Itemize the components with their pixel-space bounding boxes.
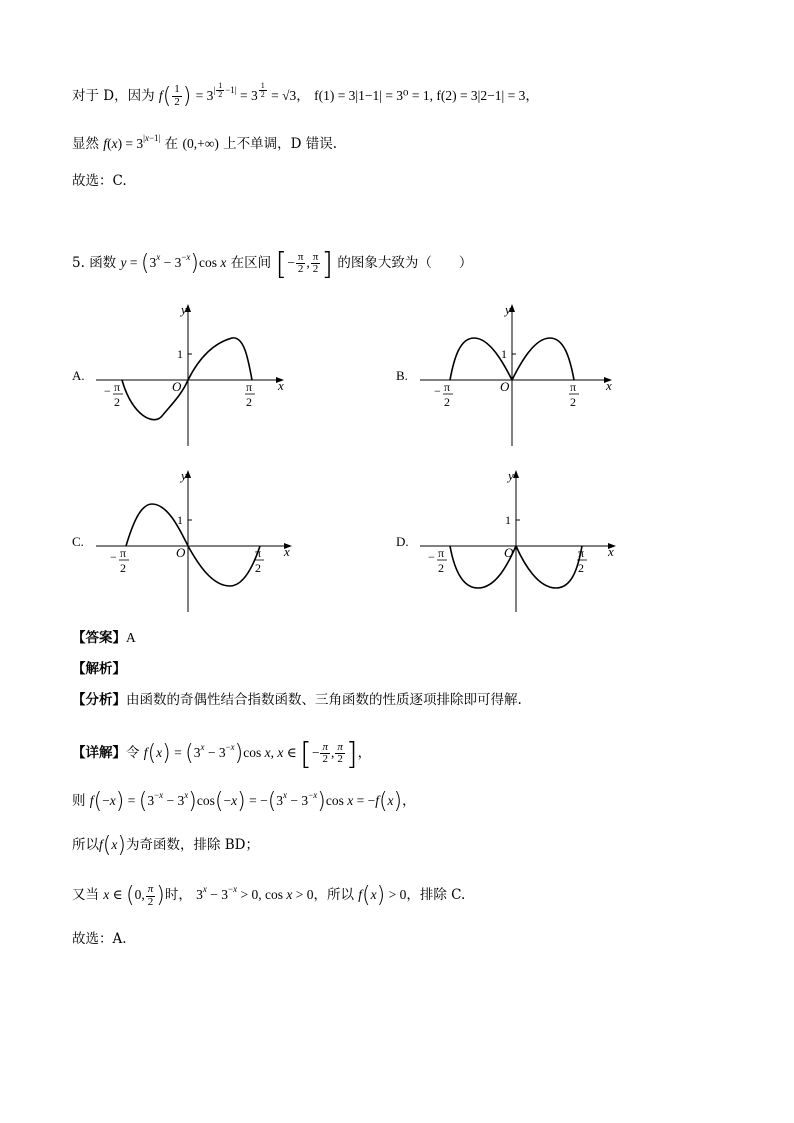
svg-text:π: π	[255, 546, 262, 560]
question-number: 5.	[72, 255, 85, 271]
detail-line: 【详解】令 $f(x) = (3^x - 3^{-x})\cos$ x, x ∈ [− $\frac{\pi}{2}$ , $\frac{\pi}{2}$ ]，	[72, 737, 372, 772]
svg-text:2: 2	[578, 561, 584, 575]
fenxi-text: 由函数的奇偶性结合指数函数、三角函数的性质逐项排除即可得解.	[126, 692, 522, 708]
line1-sep: ，	[296, 87, 310, 104]
graph-option-a[interactable]	[92, 298, 302, 452]
choose-c: 故选：C.	[72, 173, 127, 189]
line1-prefix: 对于 D，因为	[72, 87, 155, 104]
svg-text:1: 1	[177, 513, 183, 527]
svg-text:O: O	[176, 545, 186, 560]
svg-text:2: 2	[246, 395, 252, 409]
svg-text:2: 2	[114, 395, 120, 409]
option-d-label[interactable]: D.	[396, 534, 409, 549]
svg-text:2: 2	[255, 561, 261, 575]
detail-line-b: 则 $f(-x) = (3^{-x} - 3^x)\cos(-x) = -(3^x - 3^{-x})\cos$ x = −f(x)，	[72, 789, 416, 814]
svg-text:y: y	[181, 468, 187, 483]
x-axis-label: x	[278, 378, 284, 393]
svg-text:2: 2	[120, 561, 126, 575]
graph-option-c[interactable]	[92, 464, 302, 618]
analysis-tag: 【解析】	[72, 661, 126, 677]
answer-line	[72, 631, 136, 646]
svg-text:y: y	[505, 302, 511, 317]
solution-line-d: 对于 D，因为 f( $\frac{1}{2}$ ) = $3^{| \frac{1}{2} -1|} = 3$ $^{\frac{1}{2}}$ = √3， f(1) = 3|1−1| = 3⁰ = 1, f(2) = 3|2−1| = 3，	[72, 81, 539, 109]
tick-one-label: 1	[177, 347, 183, 361]
graph-option-d[interactable]	[416, 464, 626, 618]
fenxi-line	[72, 694, 522, 708]
question-text-c: 的图象大致为（ ）	[337, 255, 473, 271]
detail-line-c: 所以f(x)为奇函数，排除 BD；	[72, 833, 259, 858]
y-axis-label: y	[181, 302, 187, 317]
line2-mid: 在	[164, 136, 179, 152]
svg-text:O: O	[504, 545, 514, 560]
svg-text:2: 2	[570, 395, 576, 409]
svg-text:π: π	[444, 380, 451, 394]
svg-text:π: π	[570, 380, 577, 394]
option-c-label[interactable]: C.	[72, 534, 84, 549]
option-b-label[interactable]: B.	[396, 368, 408, 383]
svg-text:π: π	[438, 546, 445, 560]
question-text-b: 在区间	[230, 255, 272, 271]
svg-text:1: 1	[505, 513, 511, 527]
line2-suffix: 上不单调，D 错误.	[223, 136, 338, 152]
svg-text:2: 2	[438, 561, 444, 575]
svg-text:x: x	[606, 378, 612, 393]
line2-interval: (0,+∞)	[182, 136, 219, 151]
question-text-a: 函数	[89, 255, 117, 271]
answer-tag: 【答案】	[72, 630, 126, 646]
line1-mid: f(1) = 3|1−1| = 3⁰ = 1, f(2) = 3|2−1| = 3	[314, 87, 526, 103]
svg-text:y: y	[508, 468, 514, 483]
question-5: 5. 函数 $y = (3^x - 3^{-x})\cos$ x 在区间 [− $\frac{\pi}{2}$ , $\frac{\pi}{2}$ ] 的图象大致为（ ）	[72, 247, 473, 282]
fenxi-tag: 【分析】	[72, 692, 126, 708]
svg-text:1: 1	[501, 347, 507, 361]
detail-line-d: 又当 x ∈ (0, $\frac{\pi}{2}$ )时， $3^x - 3^{-x} > 0$, cos x > 0，所以 f(x) > 0，排除 C.	[72, 883, 466, 909]
svg-text:π: π	[114, 380, 121, 394]
line1-end: ，	[525, 87, 539, 104]
line2-prefix: 显然	[72, 136, 99, 152]
final-answer: 故选：A.	[72, 931, 127, 947]
answer-value: A	[126, 630, 136, 645]
svg-text:−: −	[104, 384, 111, 398]
svg-text:π: π	[246, 380, 253, 394]
option-a-label[interactable]: A.	[72, 368, 85, 383]
detail-tag: 【详解】	[72, 745, 126, 761]
svg-text:π: π	[120, 546, 127, 560]
solution-line-monotone: 显然 $f(x) = 3^{|x-1|}$ 在 (0,+∞) 上不单调，D 错误.	[72, 133, 338, 152]
svg-text:π: π	[578, 546, 585, 560]
svg-text:−: −	[428, 550, 435, 564]
graph-option-b[interactable]	[416, 298, 626, 452]
svg-text:−: −	[110, 550, 117, 564]
svg-text:O: O	[500, 379, 510, 394]
origin-label: O	[172, 379, 182, 394]
svg-text:x: x	[284, 544, 290, 559]
svg-text:−: −	[434, 384, 441, 398]
svg-text:2: 2	[444, 395, 450, 409]
svg-text:x: x	[608, 544, 614, 559]
